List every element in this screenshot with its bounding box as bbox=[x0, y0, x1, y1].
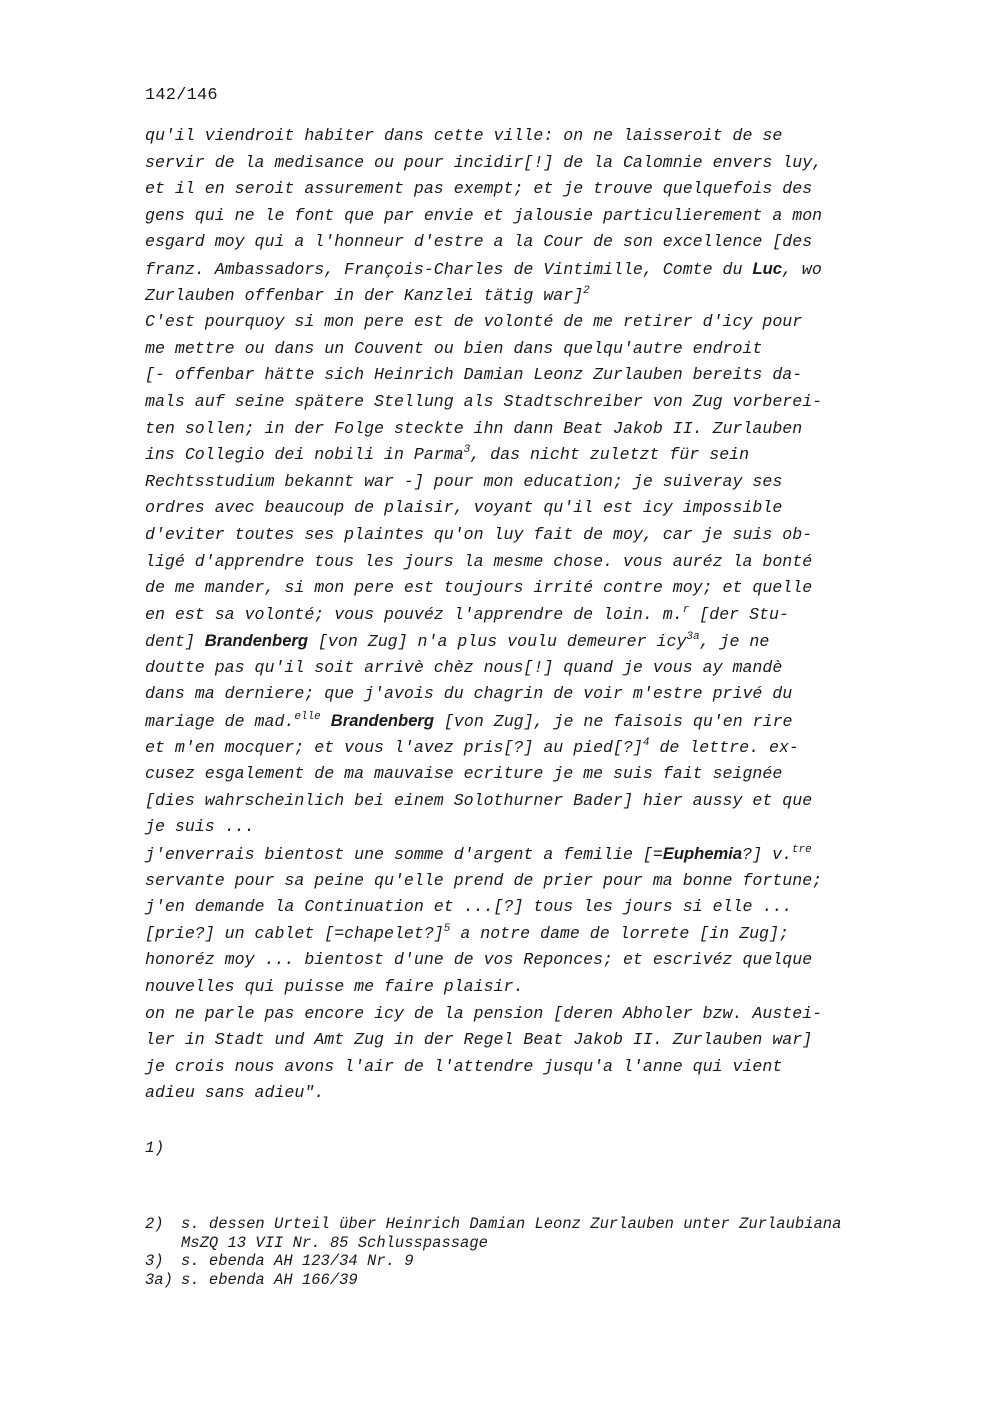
text-line: nouvelles qui puisse me faire plaisir. bbox=[145, 977, 524, 996]
text-line: je suis ... bbox=[145, 817, 255, 837]
text-line: mariage de mad.$^{elle}$ Brandenberg [von Zug], je ne faisois qu'en rire bbox=[145, 711, 793, 732]
text-line: doutte pas qu'il soit arrivè chèz nous[!] quand je vous ay mandè bbox=[145, 657, 783, 677]
bold-name: Luc bbox=[752, 258, 782, 278]
footnotes bbox=[145, 1215, 915, 1289]
footnote bbox=[145, 1215, 915, 1252]
text-line: en est sa volonté; vous pouvéz l'apprendre de loin. m.$^r$ [der Stu- bbox=[145, 603, 789, 624]
footnote-ref: 3a bbox=[686, 631, 700, 644]
footnote-text: s. dessen Urteil über Heinrich Damian Leonz Zurlauben unter Zurlaubiana bbox=[181, 1215, 842, 1233]
text-line: Rechtsstudium bekannt war -] pour mon education; je suiveray ses bbox=[145, 471, 783, 491]
footnote-number: 3) bbox=[145, 1252, 164, 1270]
superscript: elle bbox=[294, 711, 321, 724]
text-line: ordres avec beaucoup de plaisir, voyant qu'il est icy impossible bbox=[145, 498, 783, 518]
text-line: dans ma derniere; que j'avois du chagrin de voir m'estre privé du bbox=[145, 684, 793, 704]
footnote-ref: 5 bbox=[443, 922, 451, 935]
text-line: dent] Brandenberg [von Zug] n'a plus voulu demeurer icy$^{3a}$, je ne bbox=[145, 631, 770, 652]
text-line: gens qui ne le font que par envie et jalousie particulierement a mon bbox=[145, 205, 823, 225]
text-line: et il en seroit assurement pas exempt; et je trouve quelquefois des bbox=[145, 179, 813, 199]
text-line: Zurlauben offenbar in der Kanzlei tätig war]$^2$ bbox=[145, 284, 590, 305]
text-line: cusez esgalement de ma mauvaise ecriture je me suis fait seignée bbox=[145, 764, 783, 784]
footnote-ref: 2 bbox=[583, 284, 590, 297]
text-line: [prie?] un cablet [=chapelet?]$^5$ a notre dame de lorrete [in Zug]; bbox=[145, 922, 789, 943]
text-line: ler in Stadt und Amt Zug in der Regel Beat Jakob II. Zurlauben war] bbox=[145, 1030, 813, 1050]
footnote-number: 2) bbox=[145, 1215, 164, 1233]
bold-name: Brandenberg bbox=[330, 711, 435, 731]
footnote-text: s. ebenda AH 166/39 bbox=[181, 1270, 358, 1289]
text-line: servante pour sa peine qu'elle prend de prier pour ma bonne fortune; bbox=[145, 870, 823, 890]
footnote-text-continued: MsZQ 13 VII Nr. 85 Schlusspassage bbox=[181, 1233, 488, 1252]
footnote-ref: 3 bbox=[463, 444, 471, 457]
text-line: et m'en mocquer; et vous l'avez pris[?] au pied[?]$^4$ de lettre. ex- bbox=[145, 736, 799, 757]
text-line: j'enverrais bientost une somme d'argent a femilie [=Euphemia?] v.$^{tre}$ bbox=[145, 844, 812, 865]
text-line: honoréz moy ... bientost d'une de vos Reponces; et escrivéz quelque bbox=[145, 950, 813, 970]
text-line: [dies wahrscheinlich bei einem Solothurner Bader] hier aussy et que bbox=[145, 790, 813, 810]
text-line: ligé d'apprendre tous les jours la mesme chose. vous auréz la bonté bbox=[145, 551, 813, 571]
text-line: on ne parle pas encore icy de la pension [deren Abholer bzw. Austei- bbox=[145, 1003, 823, 1023]
text-line: adieu sans adieu". bbox=[145, 1083, 325, 1103]
footnote-text: s. ebenda AH 123/34 Nr. 9 bbox=[181, 1252, 414, 1270]
text-line: C'est pourquoy si mon pere est de volonté de me retirer d'icy pour bbox=[145, 312, 803, 332]
page-number: 142/146 bbox=[145, 86, 218, 105]
text-line: ten sollen; in der Folge steckte ihn dann Beat Jakob II. Zurlauben bbox=[145, 418, 803, 438]
text-line: j'en demande la Continuation et ...[?] tous les jours si elle ... bbox=[145, 897, 793, 917]
bold-name: Euphemia bbox=[662, 844, 743, 864]
text-line: franz. Ambassadors, François-Charles de Vintimille, Comte du Luc, wo bbox=[145, 258, 822, 279]
text-line: [- offenbar hätte sich Heinrich Damian Leonz Zurlauben bereits da- bbox=[145, 365, 803, 385]
text-line: ins Collegio dei nobili in Parma$^3$, das nicht zuletzt für sein bbox=[145, 444, 750, 465]
footnote-ref: 4 bbox=[642, 736, 650, 749]
text-line: esgard moy qui a l'honneur d'estre a la Cour de son excellence [des bbox=[145, 232, 813, 252]
text-line: servir de la medisance ou pour incidir[!] de la Calomnie envers luy, bbox=[145, 152, 823, 172]
footnote bbox=[145, 1252, 915, 1271]
letter-body bbox=[145, 123, 915, 1107]
superscript: r bbox=[682, 603, 690, 616]
text-line: mals auf seine spätere Stellung als Stadtschreiber von Zug vorberei- bbox=[145, 391, 823, 411]
bold-name: Brandenberg bbox=[204, 631, 309, 651]
text-line: d'eviter toutes ses plaintes qu'on luy fait de moy, car je suis ob- bbox=[145, 524, 813, 544]
text-line: qu'il viendroit habiter dans cette ville: on ne laisseroit de se bbox=[145, 126, 783, 145]
text-line: je crois nous avons l'air de l'attendre jusqu'a l'anne qui vient bbox=[145, 1056, 783, 1076]
footnote-number: 3a) bbox=[145, 1270, 173, 1289]
text-line: de me mander, si mon pere est toujours irrité contre moy; et quelle bbox=[145, 578, 813, 598]
text-line: me mettre ou dans un Couvent ou bien dans quelqu'autre endroit bbox=[145, 338, 763, 358]
footnote bbox=[145, 1271, 915, 1290]
superscript: tre bbox=[791, 844, 812, 857]
footnote-marker: 1) bbox=[145, 1139, 165, 1157]
